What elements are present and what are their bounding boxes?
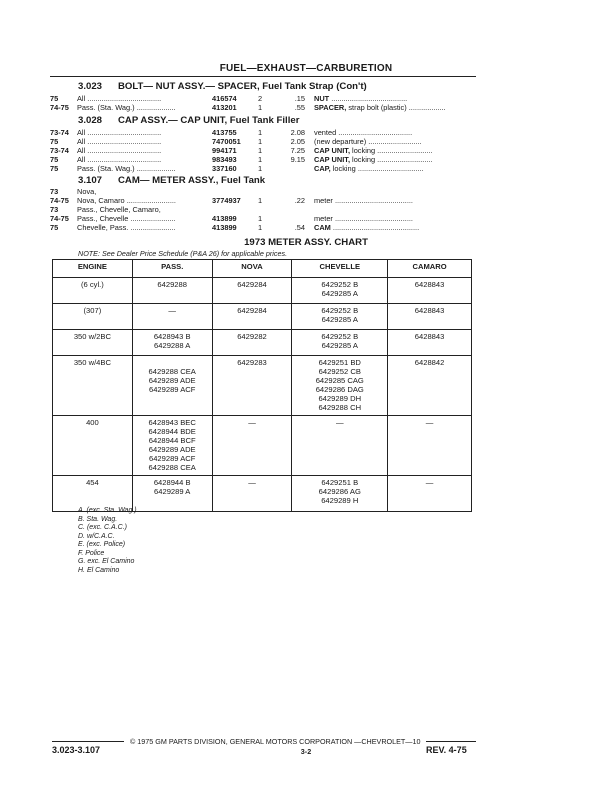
- price: .55: [294, 103, 305, 112]
- parts-row: [0, 94, 612, 103]
- header-nova: NOVA: [212, 260, 292, 278]
- model-year: 75: [50, 137, 59, 146]
- engine-cell: 350 w/4BC: [53, 356, 133, 416]
- header-camaro: CAMARO: [388, 260, 472, 278]
- part-name: CAP UNIT, locking ...........................: [314, 146, 433, 155]
- application: Pass., Chevelle, Camaro,: [77, 205, 161, 214]
- model-year: 74-75: [50, 196, 69, 205]
- camaro-cell: 6428843: [388, 304, 472, 330]
- nova-cell: —: [212, 416, 292, 476]
- part-number: 994171: [212, 146, 237, 155]
- pass-cell: 6429288: [132, 278, 212, 304]
- footer-revision: REV. 4-75: [426, 745, 467, 755]
- camaro-cell: 6428842: [388, 356, 472, 416]
- pass-cell: 6429288 CEA 6429289 ADE 6429289 ACF: [132, 356, 212, 416]
- quantity: 1: [258, 103, 263, 112]
- nova-cell: 6429282: [212, 330, 292, 356]
- application: Chevelle, Pass. ......................: [77, 223, 176, 232]
- chevelle-cell: 6429252 B 6429285 A: [292, 330, 388, 356]
- table-row: [53, 330, 472, 356]
- part-name: CAP, locking ................................: [314, 164, 424, 173]
- section-title-3-028: [78, 115, 299, 126]
- pass-cell: 6428943 B 6429288 A: [132, 330, 212, 356]
- model-year: 74-75: [50, 103, 69, 112]
- parts-row: [0, 128, 612, 137]
- model-year: 73: [50, 187, 59, 196]
- section-number: 3.028: [78, 115, 103, 126]
- section-heading: CAM— METER ASSY., Fuel Tank: [118, 175, 266, 186]
- legend-item: C. (exc. C.A.C.): [78, 524, 128, 531]
- parts-row: [0, 214, 612, 223]
- table-row: [53, 416, 472, 476]
- header-engine: ENGINE: [53, 260, 133, 278]
- parts-row: [0, 103, 612, 112]
- footer-rule-left: [52, 741, 124, 742]
- price: 9.15: [290, 155, 305, 164]
- model-year: 73-74: [50, 146, 69, 155]
- legend-item: G. exc. El Camino: [78, 558, 135, 565]
- engine-cell: 400: [53, 416, 133, 476]
- application: All ....................................: [77, 155, 162, 164]
- page-header-title: FUEL—EXHAUST—CARBURETION: [219, 63, 393, 74]
- application: Pass. (Sta. Wag.) ...................: [77, 164, 176, 173]
- part-name: (new departure) ..........................: [314, 137, 422, 146]
- part-name: CAM ..........................................: [314, 223, 420, 232]
- nova-cell: —: [212, 476, 292, 512]
- quantity: 2: [258, 94, 263, 103]
- parts-row: [0, 155, 612, 164]
- engine-cell: (307): [53, 304, 133, 330]
- chevelle-cell: 6429252 B 6429285 A: [292, 278, 388, 304]
- quantity: 1: [258, 137, 263, 146]
- camaro-cell: —: [388, 416, 472, 476]
- quantity: 1: [258, 146, 263, 155]
- legend-item: H. El Camino: [78, 566, 120, 574]
- part-number: 7470051: [212, 137, 241, 146]
- parts-row: [0, 196, 612, 205]
- quantity: 1: [258, 128, 263, 137]
- model-year: 73: [50, 205, 59, 214]
- part-name: meter ......................................: [314, 214, 413, 223]
- meter-assy-chart: [52, 259, 472, 512]
- price: .22: [294, 196, 305, 205]
- parts-row: [0, 205, 612, 214]
- part-number: 3774937: [212, 196, 241, 205]
- header-pass: PASS.: [132, 260, 212, 278]
- quantity: 1: [258, 214, 263, 223]
- application: All ....................................: [77, 94, 162, 103]
- footer-rule-right: [426, 741, 476, 742]
- chevelle-cell: —: [292, 416, 388, 476]
- chevelle-cell: 6429251 B 6429286 AG 6429289 H: [292, 476, 388, 512]
- pass-cell: —: [132, 304, 212, 330]
- section-heading: BOLT— NUT ASSY.— SPACER, Fuel Tank Strap (Con't): [118, 81, 367, 92]
- application: All ....................................: [77, 128, 162, 137]
- section-number: 3.107: [78, 175, 103, 186]
- part-number: 413899: [212, 223, 237, 232]
- legend-item: E. (exc. Police): [78, 541, 126, 548]
- footer-page-number: 3-2: [300, 747, 312, 756]
- model-year: 73-74: [50, 128, 69, 137]
- section-heading: CAP ASSY.— CAP UNIT, Fuel Tank Filler: [118, 115, 300, 126]
- nova-cell: 6429283: [212, 356, 292, 416]
- part-name: meter ......................................: [314, 196, 413, 205]
- price: 7.25: [290, 146, 305, 155]
- model-year: 75: [50, 155, 59, 164]
- quantity: 1: [258, 164, 263, 173]
- parts-row: [0, 164, 612, 173]
- part-number: 983493: [212, 155, 237, 164]
- header-chevelle: CHEVELLE: [292, 260, 388, 278]
- section-title-3-023: [78, 81, 367, 92]
- part-number: 337160: [212, 164, 237, 173]
- legend-item: D. w/C.A.C.: [78, 532, 115, 540]
- price: 2.05: [290, 137, 305, 146]
- chart-header-row: [53, 260, 472, 278]
- table-row: [53, 356, 472, 416]
- part-name: SPACER, strap bolt (plastic) ..................: [314, 103, 446, 112]
- engine-cell: 454: [53, 476, 133, 512]
- table-row: [53, 304, 472, 330]
- application: All ....................................: [77, 146, 162, 155]
- chart-title: 1973 METER ASSY. CHART: [244, 237, 368, 248]
- legend-item: F. Police: [78, 549, 105, 557]
- quantity: 1: [258, 223, 263, 232]
- nova-cell: 6429284: [212, 278, 292, 304]
- table-row: [53, 278, 472, 304]
- model-year: 74-75: [50, 214, 69, 223]
- legend-item: A. (exc. Sta. Wag.): [78, 507, 137, 514]
- chart-note: NOTE: See Dealer Price Schedule (P&A 26) for applicable prices.: [78, 249, 288, 258]
- part-name: NUT .....................................: [314, 94, 408, 103]
- price: .54: [294, 223, 305, 232]
- part-number: 413899: [212, 214, 237, 223]
- parts-row: [0, 223, 612, 232]
- model-year: 75: [50, 164, 59, 173]
- parts-row: [0, 187, 612, 196]
- model-year: 75: [50, 94, 59, 103]
- price: 2.08: [290, 128, 305, 137]
- part-number: 413201: [212, 103, 237, 112]
- footer-copyright: © 1975 GM PARTS DIVISION, GENERAL MOTORS CORPORATION —CHEVROLET—10: [130, 737, 421, 746]
- part-name: vented ....................................: [314, 128, 413, 137]
- model-year: 75: [50, 223, 59, 232]
- camaro-cell: 6428843: [388, 330, 472, 356]
- application: Nova,: [77, 187, 97, 196]
- parts-row: [0, 137, 612, 146]
- chevelle-cell: 6429252 B 6429285 A: [292, 304, 388, 330]
- part-name: CAP UNIT, locking ...........................: [314, 155, 433, 164]
- chart-legend: [78, 507, 137, 575]
- chevelle-cell: 6429251 BD 6429252 CB 6429285 CAG 6429286 DAG 6429289 DH 6429288 CH: [292, 356, 388, 416]
- part-number: 413755: [212, 128, 237, 137]
- application: All ....................................: [77, 137, 162, 146]
- engine-cell: 350 w/2BC: [53, 330, 133, 356]
- quantity: 1: [258, 155, 263, 164]
- camaro-cell: —: [388, 476, 472, 512]
- parts-row: [0, 146, 612, 155]
- application: Nova, Camaro ........................: [77, 196, 176, 205]
- section-number: 3.023: [78, 81, 103, 92]
- quantity: 1: [258, 196, 263, 205]
- header-rule: [50, 76, 476, 77]
- part-number: 416574: [212, 94, 237, 103]
- nova-cell: 6429284: [212, 304, 292, 330]
- camaro-cell: 6428843: [388, 278, 472, 304]
- pass-cell: 6428944 B 6429289 A: [132, 476, 212, 512]
- section-title-3-107: [78, 175, 265, 186]
- price: .15: [294, 94, 305, 103]
- application: Pass., Chevelle ......................: [77, 214, 176, 223]
- pass-cell: 6428943 BEC 6428944 BDE 6428944 BCF 6429289 ADE 6429289 ACF 6429288 CEA: [132, 416, 212, 476]
- legend-item: B. Sta. Wag.: [78, 515, 118, 523]
- engine-cell: (6 cyl.): [53, 278, 133, 304]
- footer-section-range: 3.023-3.107: [52, 745, 101, 755]
- application: Pass. (Sta. Wag.) ...................: [77, 103, 176, 112]
